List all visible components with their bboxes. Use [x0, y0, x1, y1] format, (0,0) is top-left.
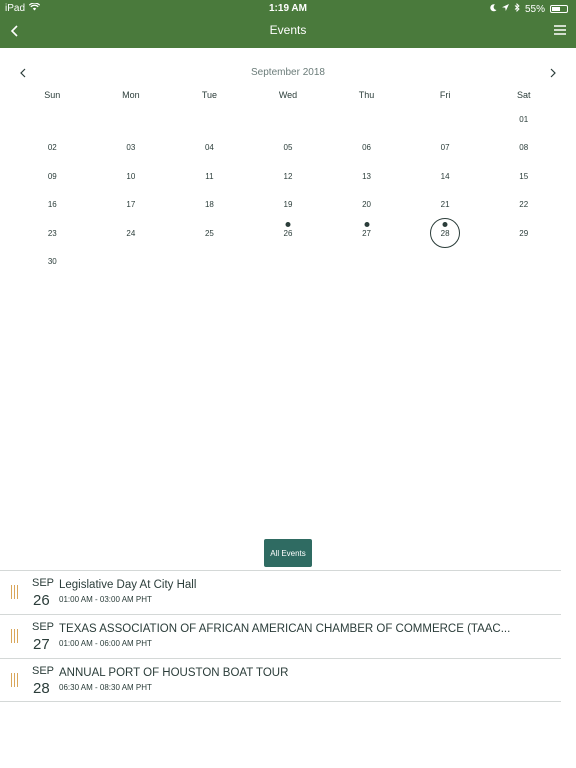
event-day: 28	[33, 680, 50, 697]
weekday-label: Tue	[201, 90, 218, 100]
day-number: 12	[283, 171, 293, 181]
weekday-label: Fri	[439, 90, 451, 100]
calendar-grid	[13, 105, 563, 276]
event-row[interactable]	[0, 614, 561, 658]
event-day: 27	[33, 636, 50, 653]
calendar-day[interactable]	[406, 191, 485, 220]
empty-day-cell	[92, 105, 171, 134]
calendar-day[interactable]	[13, 248, 92, 277]
event-title: ANNUAL PORT OF HOUSTON BOAT TOUR	[59, 667, 289, 679]
all-events-button[interactable]: All Events	[264, 539, 312, 567]
calendar-day[interactable]	[170, 191, 249, 220]
empty-day-cell	[327, 105, 406, 134]
event-title: Legislative Day At City Hall	[59, 579, 197, 591]
event-dot	[443, 222, 448, 227]
calendar-day[interactable]	[13, 191, 92, 220]
drag-handle-icon	[11, 629, 21, 643]
drag-handle-icon	[11, 585, 21, 599]
day-number: 07	[440, 143, 450, 153]
calendar-day[interactable]	[92, 162, 171, 191]
battery-icon	[550, 5, 568, 13]
event-day: 26	[33, 592, 50, 609]
location-icon	[502, 4, 509, 15]
battery-level	[552, 7, 560, 11]
calendar-day[interactable]	[249, 162, 328, 191]
calendar-day[interactable]	[327, 219, 406, 248]
event-month: SEP	[32, 577, 55, 589]
day-number: 19	[283, 200, 293, 210]
status-bar	[0, 0, 576, 16]
event-month: SEP	[32, 621, 55, 633]
calendar-day[interactable]	[249, 191, 328, 220]
status-right	[490, 3, 568, 15]
day-number: 22	[519, 200, 529, 210]
day-number: 25	[204, 228, 214, 238]
nav-bar	[0, 18, 576, 44]
event-month: SEP	[32, 665, 55, 677]
battery-percent: 55%	[524, 3, 545, 15]
status-time: 1:19 AM	[269, 3, 307, 14]
menu-button[interactable]	[552, 21, 568, 39]
calendar-day[interactable]	[13, 162, 92, 191]
weekday-label: Wed	[278, 90, 298, 100]
page-title: Events	[269, 23, 307, 37]
calendar-day[interactable]	[327, 191, 406, 220]
empty-day-cell	[406, 105, 485, 134]
calendar-day[interactable]	[484, 134, 563, 163]
calendar-header	[0, 62, 576, 84]
day-number: 18	[204, 200, 214, 210]
event-dot	[285, 222, 290, 227]
weekday-row	[13, 90, 563, 100]
empty-day-cell	[13, 105, 92, 134]
weekday-label: Sat	[516, 90, 531, 100]
day-number: 20	[362, 200, 372, 210]
weekday-label: Sun	[44, 90, 61, 100]
bluetooth-icon	[514, 3, 520, 15]
calendar-day[interactable]	[484, 191, 563, 220]
empty-day-cell	[249, 105, 328, 134]
day-number: 13	[362, 171, 372, 181]
event-row[interactable]	[0, 658, 561, 702]
month-label: September 2018	[251, 67, 325, 78]
day-number: 05	[283, 143, 293, 153]
day-number: 10	[126, 171, 136, 181]
day-number: 21	[440, 200, 450, 210]
chevron-right-icon	[545, 69, 561, 86]
day-number: 06	[362, 143, 372, 153]
day-number: 24	[126, 228, 136, 238]
day-number: 17	[126, 200, 136, 210]
calendar-day[interactable]	[92, 219, 171, 248]
day-number: 29	[519, 228, 529, 238]
day-number: 23	[47, 228, 57, 238]
empty-day-cell	[170, 105, 249, 134]
day-number: 16	[47, 200, 57, 210]
calendar-day[interactable]	[327, 134, 406, 163]
device-name: iPad	[5, 3, 26, 14]
day-number: 11	[205, 171, 214, 181]
app-header	[0, 0, 576, 48]
calendar-day[interactable]	[92, 191, 171, 220]
day-number: 03	[126, 143, 136, 153]
calendar-day[interactable]	[484, 105, 563, 134]
calendar-day[interactable]	[249, 219, 328, 248]
calendar-day[interactable]	[13, 219, 92, 248]
calendar-day[interactable]	[484, 162, 563, 191]
calendar-day[interactable]	[484, 219, 563, 248]
day-number: 01	[519, 114, 529, 124]
day-number: 26	[283, 228, 293, 238]
day-number: 27	[362, 228, 372, 238]
day-number: 04	[204, 143, 214, 153]
weekday-label: Mon	[122, 90, 140, 100]
calendar-day[interactable]	[13, 134, 92, 163]
hamburger-menu-icon	[552, 26, 568, 43]
weekday-label: Thu	[358, 90, 375, 100]
moon-icon	[490, 4, 497, 15]
calendar-day[interactable]	[170, 219, 249, 248]
next-month-button[interactable]	[545, 64, 561, 82]
day-number: 14	[440, 171, 450, 181]
day-number: 15	[519, 171, 529, 181]
calendar-day[interactable]	[406, 162, 485, 191]
calendar-day[interactable]	[170, 134, 249, 163]
day-number: 02	[47, 143, 57, 153]
calendar-day[interactable]	[170, 162, 249, 191]
calendar-day[interactable]	[249, 134, 328, 163]
event-title: TEXAS ASSOCIATION OF AFRICAN AMERICAN CHAMBER OF COMMERCE (TAAC...	[59, 623, 511, 635]
event-time: 01:00 AM - 03:00 AM PHT	[59, 595, 152, 604]
day-number: 28	[440, 228, 450, 238]
event-row[interactable]	[0, 570, 561, 614]
drag-handle-icon	[11, 673, 21, 687]
day-number: 08	[519, 143, 529, 153]
event-time: 01:00 AM - 06:00 AM PHT	[59, 639, 152, 648]
calendar-day[interactable]	[92, 134, 171, 163]
event-time: 06:30 AM - 08:30 AM PHT	[59, 683, 152, 692]
event-dot	[364, 222, 369, 227]
calendar-day[interactable]	[406, 134, 485, 163]
day-number: 30	[47, 257, 57, 267]
calendar-day[interactable]	[327, 162, 406, 191]
event-list	[0, 570, 561, 702]
calendar-day[interactable]	[406, 219, 485, 248]
day-number: 09	[47, 171, 57, 181]
